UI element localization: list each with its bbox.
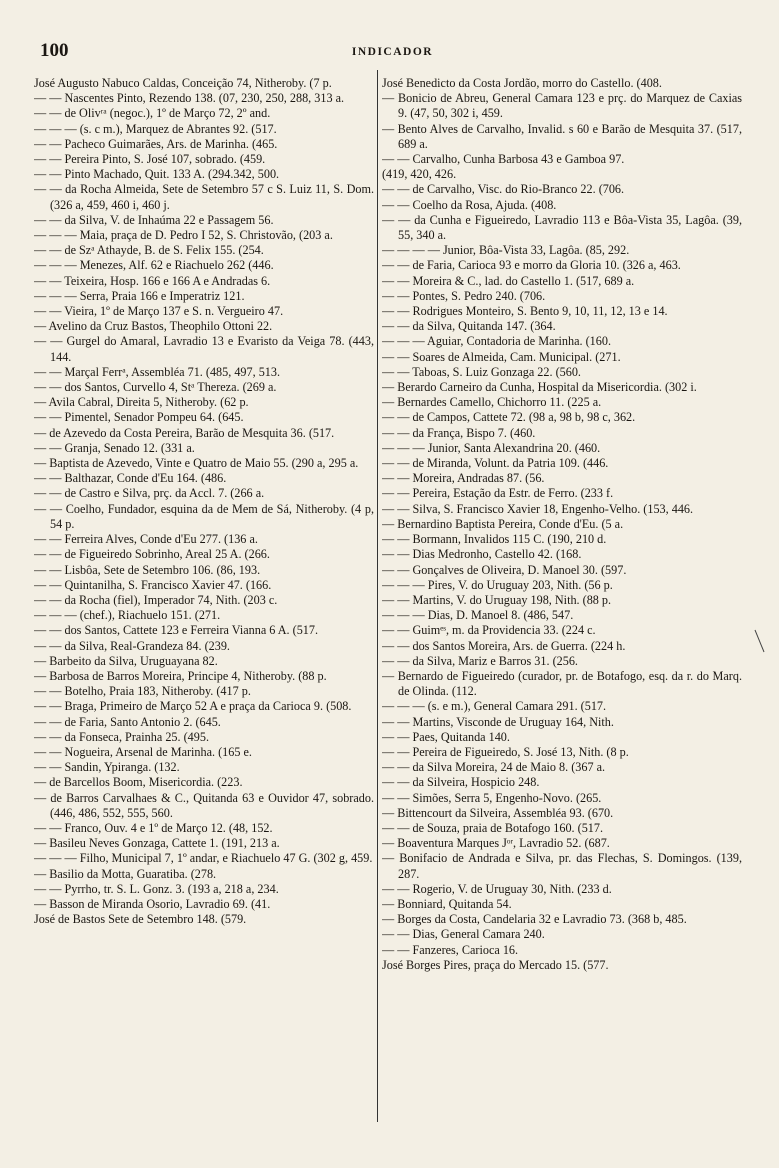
directory-entry: — — dos Santos, Curvello 4, Stᵃ Thereza. (269 a. bbox=[34, 380, 277, 395]
directory-entry: — — Dias Medronho, Castello 42. (168. bbox=[382, 547, 582, 562]
directory-entry: — Bonicio de Abreu, General Camara 123 e prç. do Marquez de Caxias 9. (47, 50, 302 i, 459. bbox=[382, 91, 742, 121]
directory-entry: — — Moreira, Andradas 87. (56. bbox=[382, 471, 545, 486]
directory-entry: — — Rogerio, V. de Uruguay 30, Nith. (233 d. bbox=[382, 881, 612, 896]
directory-entry: — — Balthazar, Conde d'Eu 164. (486. bbox=[34, 471, 227, 486]
directory-entry: — — da Rocha Almeida, Sete de Setembro 57 c S. Luiz 11, S. Dom. (326 a, 459, 460 i, 460 j. bbox=[34, 182, 374, 212]
directory-entry: — — de Souza, praia de Botafogo 160. (517. bbox=[382, 820, 604, 835]
column-divider bbox=[377, 70, 378, 1122]
directory-entry: — de Barcellos Boom, Misericordia. (223. bbox=[34, 775, 243, 790]
directory-entry: — — Soares de Almeida, Cam. Municipal. (271. bbox=[382, 349, 621, 364]
directory-entry: — — Silva, S. Francisco Xavier 18, Engenho-Velho. (153, 446. bbox=[382, 501, 694, 516]
directory-entry: — — — Serra, Praia 166 e Imperatriz 121. bbox=[34, 288, 245, 303]
directory-entry: — — Fanzeres, Carioca 16. bbox=[382, 942, 519, 957]
directory-entry: — Bernardes Camello, Chichorro 11. (225 a. bbox=[382, 395, 602, 410]
directory-entry: — — Carvalho, Cunha Barbosa 43 e Gamboa 97. bbox=[382, 152, 625, 167]
directory-entry: — — — (s. c m.), Marquez de Abrantes 92. (517. bbox=[34, 121, 277, 136]
directory-entry: — — Paes, Quitanda 140. bbox=[382, 729, 510, 744]
directory-entry: — — de Figueiredo Sobrinho, Areal 25 A. (266. bbox=[34, 547, 270, 562]
directory-entry: — — Pinto Machado, Quit. 133 A. (294.342, 500. bbox=[34, 167, 280, 182]
directory-entry: — — da Rocha (fiel), Imperador 74, Nith. (203 c. bbox=[34, 592, 278, 607]
directory-entry: — de Azevedo da Costa Pereira, Barão de Mesquita 36. (517. bbox=[34, 425, 335, 440]
directory-entry: — — Ferreira Alves, Conde d'Eu 277. (136 a. bbox=[34, 532, 258, 547]
directory-entry: — — dos Santos Moreira, Ars. de Guerra. (224 h. bbox=[382, 638, 626, 653]
directory-entry: — — Vieira, 1º de Março 137 e S. n. Vergueiro 47. bbox=[34, 304, 284, 319]
directory-entry: — Barbeito da Silva, Uruguayana 82. bbox=[34, 653, 218, 668]
directory-entry: — — Rodrigues Monteiro, S. Bento 9, 10, 11, 12, 13 e 14. bbox=[382, 304, 668, 319]
directory-entry: — Basilio da Motta, Guaratiba. (278. bbox=[34, 866, 217, 881]
directory-entry: — — da Cunha e Figueiredo, Lavradio 113 e Bôa-Vista 35, Lagôa. (39, 55, 340 a. bbox=[382, 212, 742, 243]
directory-entry: — — — (s. e m.), General Camara 291. (517. bbox=[382, 699, 607, 714]
page-header bbox=[40, 40, 745, 66]
directory-entry: — Bento Alves de Carvalho, Invalid. s 60 e Barão de Mesquita 37. (517, 689 a. bbox=[382, 121, 742, 151]
directory-entry: — — — Pires, V. do Uruguay 203, Nith. (56 p. bbox=[382, 577, 613, 592]
directory-entry: — — — Maia, praça de D. Pedro I 52, S. Christovão, (203 a. bbox=[34, 228, 333, 243]
margin-mark bbox=[752, 628, 768, 654]
directory-entry: — Barbosa de Barros Moreira, Principe 4, Nitheroby. (88 p. bbox=[34, 668, 327, 683]
directory-entry: — — Pereira Pinto, S. José 107, sobrado. (459. bbox=[34, 152, 266, 167]
directory-entry: — — — — Junior, Bôa-Vista 33, Lagôa. (85, 292. bbox=[382, 243, 630, 258]
directory-entry: José Augusto Nabuco Caldas, Conceição 74, Nitheroby. (7 p. bbox=[34, 76, 332, 90]
running-title: INDICADOR bbox=[351, 46, 434, 58]
directory-entry: — Avelino da Cruz Bastos, Theophilo Ottoni 22. bbox=[34, 319, 273, 334]
directory-entry: — — Taboas, S. Luiz Gonzaga 22. (560. bbox=[382, 364, 581, 379]
directory-entry: — — Nogueira, Arsenal de Marinha. (165 e. bbox=[34, 744, 252, 759]
directory-entry: — — Dias, General Camara 240. bbox=[382, 927, 545, 942]
directory-entry: — Basson de Miranda Osorio, Lavradio 69. (41. bbox=[34, 896, 271, 911]
directory-entry: — Berardo Carneiro da Cunha, Hospital da Misericordia. (302 i. bbox=[382, 380, 697, 395]
directory-entry: — — — Dias, D. Manoel 8. (486, 547. bbox=[382, 608, 574, 623]
directory-entry: — — Marçal Ferrᵃ, Assembléa 71. (485, 497, 513. bbox=[34, 364, 281, 379]
directory-entry: — — Gurgel do Amaral, Lavradio 13 e Evaristo da Veiga 78. (443, 144. bbox=[34, 334, 374, 364]
directory-entry: — — Lisbôa, Sete de Setembro 106. (86, 193. bbox=[34, 562, 261, 577]
directory-entry: — — Franco, Ouv. 4 e 1º de Março 12. (48, 152. bbox=[34, 820, 273, 835]
directory-entry: — — — Menezes, Alf. 62 e Riachuelo 262 (446. bbox=[34, 258, 274, 273]
directory-entry: — — Granja, Senado 12. (331 a. bbox=[34, 440, 195, 455]
directory-entry: — — Nascentes Pinto, Rezendo 138. (07, 230, 250, 288, 313 a. bbox=[34, 91, 345, 106]
directory-entry: — — Pacheco Guimarães, Ars. de Marinha. (465. bbox=[34, 136, 278, 151]
directory-entry: — Baptista de Azevedo, Vinte e Quatro de Maio 55. (290 a, 295 a. bbox=[34, 456, 359, 471]
directory-entry: — — Botelho, Praia 183, Nitheroby. (417 p. bbox=[34, 684, 251, 699]
directory-entry: — — da Fonseca, Prainha 25. (495. bbox=[34, 729, 209, 744]
directory-entry: — — da Silveira, Hospicio 248. bbox=[382, 775, 540, 790]
directory-entry: — — Gonçalves de Oliveira, D. Manoel 30. (597. bbox=[382, 562, 627, 577]
directory-entry: — — Simões, Serra 5, Engenho-Novo. (265. bbox=[382, 790, 602, 805]
directory-entry: — — Martins, Visconde de Uruguay 164, Nith. bbox=[382, 714, 614, 729]
directory-entry: — Avila Cabral, Direita 5, Nitheroby. (62 p. bbox=[34, 395, 249, 410]
directory-entry: — — — Junior, Santa Alexandrina 20. (460. bbox=[382, 440, 601, 455]
directory-entry: — — de Faria, Carioca 93 e morro da Gloria 10. (326 a, 463. bbox=[382, 258, 681, 273]
directory-entry: — — Pimentel, Senador Pompeu 64. (645. bbox=[34, 410, 244, 425]
directory-entry: — Bittencourt da Silveira, Assembléa 93. (670. bbox=[382, 805, 614, 820]
directory-entry: — — Pontes, S. Pedro 240. (706. bbox=[382, 288, 546, 303]
directory-entry: — — de Faria, Santo Antonio 2. (645. bbox=[34, 714, 221, 729]
directory-entry: José Borges Pires, praça do Mercado 15. (577. bbox=[382, 957, 609, 972]
directory-entry: — — Sandin, Ypiranga. (132. bbox=[34, 760, 180, 775]
directory-entry: (419, 420, 426. bbox=[382, 167, 457, 182]
page-number: 100 bbox=[40, 40, 69, 61]
directory-entry: — — de Castro e Silva, prç. da Accl. 7. (266 a. bbox=[34, 486, 265, 501]
directory-entry: — Borges da Costa, Candelaria 32 e Lavradio 73. (368 b, 485. bbox=[382, 912, 687, 927]
directory-entry: — — Martins, V. do Uruguay 198, Nith. (88 p. bbox=[382, 592, 612, 607]
directory-entry: — — de Szᵃ Athayde, B. de S. Felix 155. (254. bbox=[34, 243, 264, 258]
directory-entry: — — de Miranda, Volunt. da Patria 109. (446. bbox=[382, 456, 609, 471]
directory-entry: — — — (chef.), Riachuelo 151. (271. bbox=[34, 608, 221, 623]
directory-entry: — — da Silva, Mariz e Barros 31. (256. bbox=[382, 653, 578, 668]
directory-entry: — — de Olivʳᵃ (negoc.), 1º de Março 72, 2º and. bbox=[34, 106, 271, 121]
directory-entry: — — Pereira de Figueiredo, S. José 13, Nith. (8 p. bbox=[382, 744, 629, 759]
directory-entry: — — da Silva, Real-Grandeza 84. (239. bbox=[34, 638, 230, 653]
left-column bbox=[34, 76, 374, 1128]
directory-entry: — de Barros Carvalhaes & C., Quitanda 63 e Ouvidor 47, sobrado. (446, 486, 552, 555, 560. bbox=[34, 790, 374, 820]
directory-entry: — — da França, Bispo 7. (460. bbox=[382, 425, 536, 440]
right-column bbox=[382, 76, 742, 1128]
directory-entry: José de Bastos Sete de Setembro 148. (579. bbox=[34, 912, 247, 927]
directory-entry: José Benedicto da Costa Jordão, morro do Castello. (408. bbox=[382, 76, 662, 90]
directory-entry: — — — Aguiar, Contadoria de Marinha. (160. bbox=[382, 334, 611, 349]
directory-entry: — — Pereira, Estação da Estr. de Ferro. (233 f. bbox=[382, 486, 614, 501]
directory-entry: — Bonniard, Quitanda 54. bbox=[382, 896, 512, 911]
directory-entry: — — dos Santos, Cattete 123 e Ferreira Vianna 6 A. (517. bbox=[34, 623, 319, 638]
directory-entry: — — Bormann, Invalidos 115 C. (190, 210 d. bbox=[382, 532, 607, 547]
directory-entry: — — Guimᵉˢ, m. da Providencia 33. (224 c. bbox=[382, 623, 596, 638]
directory-entry: — Basileu Neves Gonzaga, Cattete 1. (191, 213 a. bbox=[34, 836, 280, 851]
directory-entry: — — — Filho, Municipal 7, 1º andar, e Riachuelo 47 G. (302 g, 459. bbox=[34, 851, 373, 866]
directory-entry: — — de Carvalho, Visc. do Rio-Branco 22. (706. bbox=[382, 182, 625, 197]
directory-entry: — — Braga, Primeiro de Março 52 A e praça da Carioca 9. (508. bbox=[34, 699, 352, 714]
directory-entry: — — da Silva, V. de Inhaúma 22 e Passagem 56. bbox=[34, 212, 274, 227]
directory-entry: — Bernardino Baptista Pereira, Conde d'Eu. (5 a. bbox=[382, 516, 624, 531]
directory-entry: — — Teixeira, Hosp. 166 e 166 A e Andradas 6. bbox=[34, 273, 271, 288]
directory-entry: — — Quintanilha, S. Francisco Xavier 47. (166. bbox=[34, 577, 272, 592]
directory-entry: — — Coelho, Fundador, esquina da de Mem de Sá, Nitheroby. (4 p, 54 p. bbox=[34, 501, 374, 531]
directory-entry: — Boaventura Marques Jᵒʳ, Lavradio 52. (687. bbox=[382, 836, 610, 851]
directory-entry: — — da Silva, Quitanda 147. (364. bbox=[382, 319, 556, 334]
directory-entry: — — Moreira & C., lad. do Castello 1. (517, 689 a. bbox=[382, 273, 635, 288]
directory-entry: — — da Silva Moreira, 24 de Maio 8. (367 a. bbox=[382, 760, 606, 775]
directory-entry: — Bonifacio de Andrada e Silva, pr. das Flechas, S. Domingos. (139, 287. bbox=[382, 851, 742, 881]
directory-entry: — — Pyrrho, tr. S. L. Gonz. 3. (193 a, 218 a, 234. bbox=[34, 881, 279, 896]
directory-entry: — — de Campos, Cattete 72. (98 a, 98 b, 98 c, 362. bbox=[382, 410, 636, 425]
directory-entry: — Bernardo de Figueiredo (curador, pr. de Botafogo, esq. da r. do Marq. de Olinda. (112. bbox=[382, 668, 742, 699]
directory-entry: — — Coelho da Rosa, Ajuda. (408. bbox=[382, 197, 557, 212]
